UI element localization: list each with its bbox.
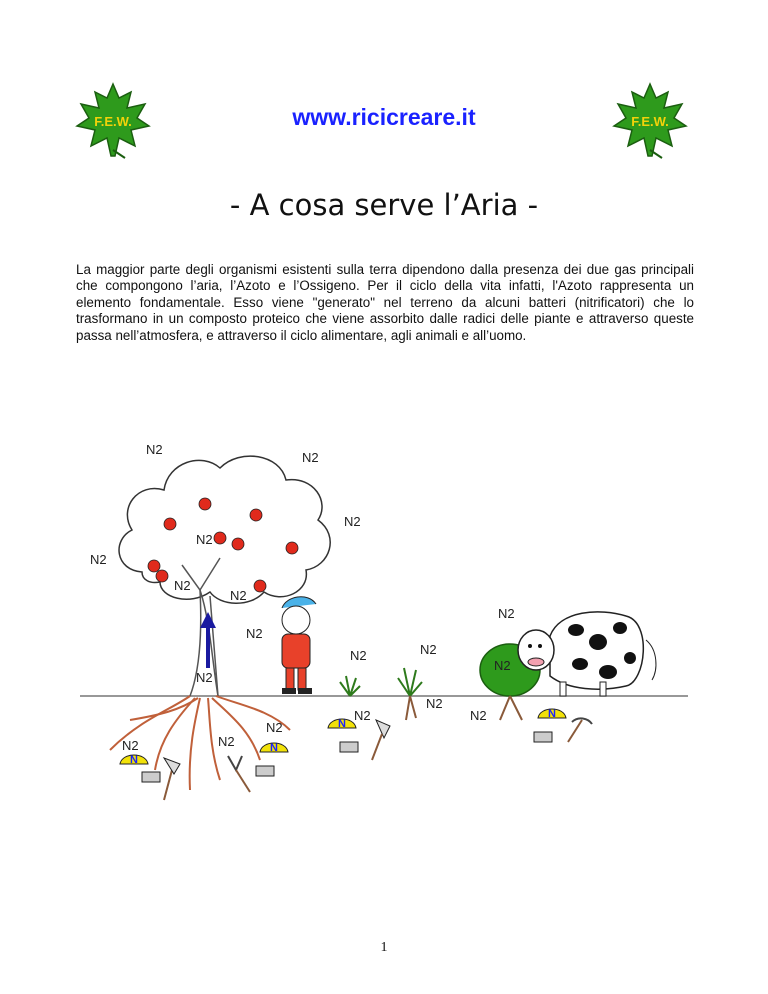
bacterium-2 [228, 742, 288, 792]
n2-label: N2 [302, 450, 319, 465]
plants [340, 668, 422, 720]
bacterium-3 [328, 718, 390, 760]
bacterium-4 [534, 708, 592, 742]
n2-label: N2 [196, 532, 213, 547]
page-title: - A cosa serve l’Aria - [229, 188, 539, 222]
svg-text:N: N [270, 742, 278, 754]
svg-text:N: N [548, 708, 556, 720]
n2-label: N2 [354, 708, 371, 723]
n2-label: N2 [498, 606, 515, 621]
logo-text: F.E.W. [631, 114, 669, 129]
intro-paragraph: La maggior parte degli organismi esistenti sulla terra dipendono dalla presenza dei due gas principali che compongono l’aria, l’Azoto e l’Ossigeno. Per il ciclo della vita infatti, l'Azoto rappresenta un elemento fondamentale. Esso viene "generato" nel terreno da alcuni batteri (nitrificatori) che lo trasformano in un composto proteico che viene assorbito dalle radici delle piante e attraverso queste passa nell’atmosfera, e attraverso il ciclo alimentare, agli animali e all’uomo. [76, 262, 694, 343]
bacterium-1 [120, 754, 180, 800]
page-number: 1 [380, 940, 388, 955]
tree-canopy [119, 456, 330, 603]
n2-label: N2 [174, 578, 191, 593]
cow-figure [518, 612, 656, 696]
n2-label: N2 [350, 648, 367, 663]
n2-label: N2 [246, 626, 263, 641]
svg-text:N: N [130, 754, 138, 766]
n2-label: N2 [494, 658, 511, 673]
n2-label: N2 [470, 708, 487, 723]
n2-label: N2 [420, 642, 437, 657]
logo-text: F.E.W. [94, 114, 132, 129]
n2-label: N2 [196, 670, 213, 685]
n2-label: N2 [230, 588, 247, 603]
svg-text:N: N [338, 718, 346, 730]
n2-label: N2 [90, 552, 107, 567]
n2-label: N2 [122, 738, 139, 753]
boy-figure [282, 597, 316, 694]
nitrogen-cycle-illustration [60, 420, 700, 820]
n2-label: N2 [266, 720, 283, 735]
n2-label: N2 [344, 514, 361, 529]
n2-label: N2 [146, 442, 163, 457]
n2-label: N2 [218, 734, 235, 749]
maple-leaf-logo-right [610, 80, 690, 160]
n2-label: N2 [426, 696, 443, 711]
site-url[interactable]: www.ricicreare.it [292, 104, 476, 130]
